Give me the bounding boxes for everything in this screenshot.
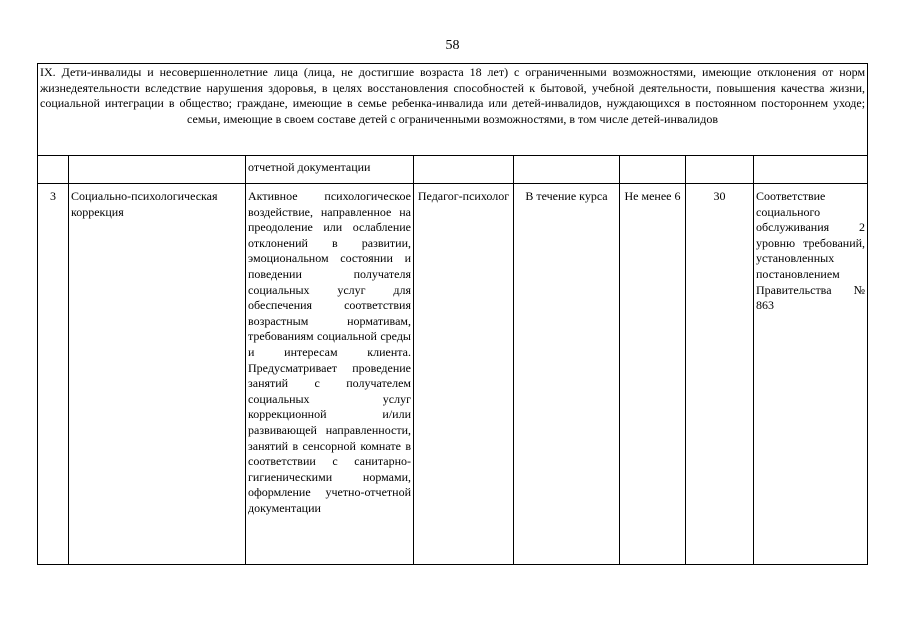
cont-executor-cell bbox=[414, 156, 514, 184]
section-header-cell bbox=[38, 64, 868, 156]
cont-description-cell: отчетной документации bbox=[246, 156, 414, 184]
service-description-cell: Активное психологическое воздействие, направленное на преодоление или ослабление отклонений в развитии, эмоциональном состоянии и поведении получателя социальных услуг для обеспечения соответствия возрастным нормативам, требованиям социальной среды и интересам клиента. Предусматривает проведение занятий с получателем социальных услуг коррекционной и/или развивающей направленности, занятий в сенсорной комнате в соответствии с санитарно-гигиеническими нормами, оформление учетно-отчетной документации bbox=[246, 184, 414, 565]
cont-duration-cell bbox=[686, 156, 754, 184]
quantity-cell: Не менее 6 bbox=[620, 184, 686, 565]
row-number-cell: 3 bbox=[38, 184, 69, 565]
service-name-cell: Социально-психологическая коррекция bbox=[69, 184, 246, 565]
duration-cell: 30 bbox=[686, 184, 754, 565]
cont-term-cell bbox=[514, 156, 620, 184]
quality-cell: Соответствие социального обслуживания 2 уровню требований, установленных постановлением Правительства № 863 bbox=[754, 184, 868, 565]
term-cell: В течение курса bbox=[514, 184, 620, 565]
section-header-text: IX. Дети-инвалиды и несовершеннолетние лица (лица, не достигшие возраста 18 лет) с ограниченными возможностями, имеющие отклонения от норм жизнедеятельности вследствие нарушения здоровья, в целях восстановления способностей к бытовой, учебной деятельности, повышения качества жизни, социальной интеграции в общество; граждане, имеющие в семье ребенка-инвалида или детей-инвалидов, нуждающихся в постоянном постороннем уходе; семьи, имеющие в своем составе детей с ограниченными возможностями, в том числе детей-инвалидов bbox=[40, 65, 866, 126]
page-number: 58 bbox=[445, 38, 460, 53]
cont-num-cell bbox=[38, 156, 69, 184]
executor-cell: Педагог-психолог bbox=[414, 184, 514, 565]
cont-quality-cell bbox=[754, 156, 868, 184]
continuation-row bbox=[38, 156, 868, 184]
cont-quantity-cell bbox=[620, 156, 686, 184]
services-table bbox=[37, 63, 868, 565]
cont-service-cell bbox=[69, 156, 246, 184]
table-row bbox=[38, 184, 868, 565]
section-header-row bbox=[38, 64, 868, 156]
